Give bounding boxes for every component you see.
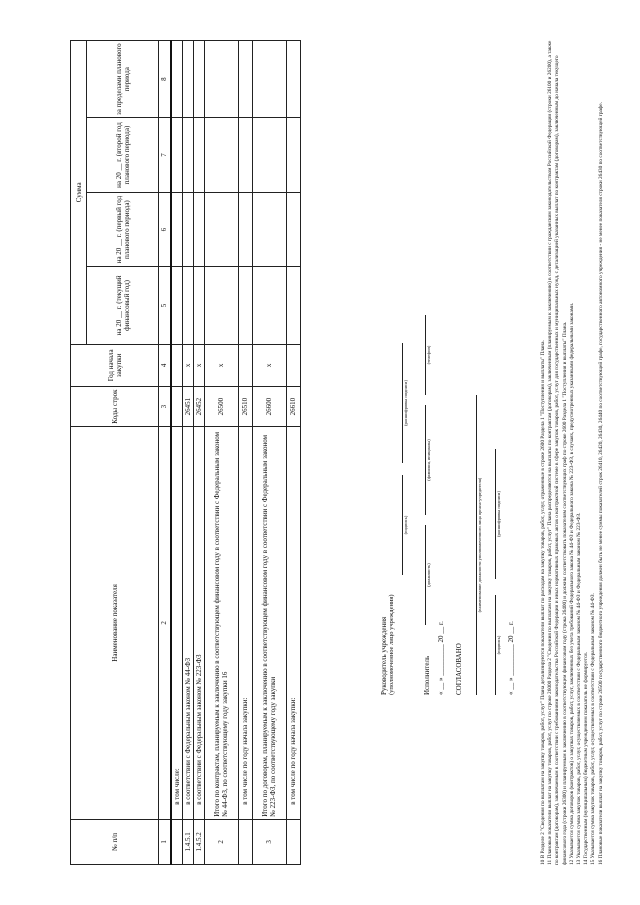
row-num bbox=[286, 819, 300, 864]
row-cell bbox=[193, 118, 204, 193]
payments-table bbox=[70, 40, 301, 865]
header-num: № п/п bbox=[71, 819, 159, 864]
row-code bbox=[171, 387, 183, 427]
table-row bbox=[238, 41, 252, 865]
row-num: 2 bbox=[204, 819, 238, 864]
col-index: 4 bbox=[159, 344, 171, 387]
row-num bbox=[238, 819, 252, 864]
row-name: в соответствии с Федеральным законом № 44-ФЗ bbox=[182, 427, 193, 820]
row-cell bbox=[252, 192, 286, 267]
row-cell bbox=[182, 41, 193, 118]
row-cell bbox=[171, 267, 183, 344]
row-year: x bbox=[182, 344, 193, 387]
row-cell bbox=[193, 267, 204, 344]
row-cell bbox=[252, 118, 286, 193]
row-code: 26452 bbox=[193, 387, 204, 427]
footnote: 10 В Разделе 2 "Сведения по выплатам на закупку товаров, работ, услуг" Плана детализируются показатели выплат по расходам на закупку товаров, работ, услуг, отраженные в строке 2600 Раздела 1 "Поступления и выплаты" Плана. bbox=[540, 340, 546, 865]
row-cell bbox=[286, 267, 300, 344]
date-field: « __ » _________ 20 __ г. bbox=[437, 621, 445, 695]
row-code: 26510 bbox=[238, 387, 252, 427]
row-cell bbox=[238, 267, 252, 344]
executor-label: Исполнитель bbox=[423, 655, 431, 695]
row-year: x bbox=[204, 344, 238, 387]
footnote: 11 Плановые показатели выплат на закупку товаров, работ, услуг по строке 26000 Раздела 2 "Сведения по выплатам на закупку товаров, работ, услуг" Плана распределяются на выплаты по контрактам (договорам), заключенным (планируемым к заключению) в соответствии с гражданским законодательством Российской Федерации (строки 26100 и 26200), а также по контрактам (договорам), заключаемым в соответствии с требованиями законодательства Российской Федерации и иных нормативных правовых актов о контрактной системе в сфере закупок товаров, работ, услуг для государственных и муниципальных нужд, с детализацией указанных выплат по контрактам (договорам), заключенным до начала текущего финансового года (строки 26300) и планируемым к заключению в соответствующем финансовом году (строка 26400) и должны соответствовать показателям соответствующих граф по строке 2600 Раздела 1 "Поступления и выплаты" Плана. bbox=[547, 40, 568, 865]
row-cell bbox=[193, 192, 204, 267]
date-field: « __ » _________ 20 __ г. bbox=[507, 621, 515, 695]
col-index: 5 bbox=[159, 267, 171, 344]
row-num: 1.4.5.1 bbox=[182, 819, 193, 864]
caption: (телефон) bbox=[426, 345, 431, 365]
table-row bbox=[204, 41, 238, 865]
table-row bbox=[171, 41, 183, 865]
row-name: в соответствии с Федеральным законом № 223-ФЗ bbox=[193, 427, 204, 820]
head-sub: (уполномоченное лицо учреждения) bbox=[388, 594, 395, 695]
head-label: Руководитель учреждения bbox=[380, 616, 388, 695]
col-index: 1 bbox=[159, 819, 171, 864]
row-num bbox=[171, 819, 183, 864]
row-code: 26451 bbox=[182, 387, 193, 427]
row-name: в том числе: bbox=[171, 427, 183, 820]
row-num: 1.4.5.2 bbox=[193, 819, 204, 864]
row-cell bbox=[204, 192, 238, 267]
row-cell bbox=[252, 267, 286, 344]
row-year: x bbox=[193, 344, 204, 387]
row-num: 3 bbox=[252, 819, 286, 864]
caption: (расшифровка подписи) bbox=[403, 380, 408, 426]
caption: (наименование должности уполномоченного лица органа-учредителя) bbox=[477, 477, 482, 613]
row-year bbox=[171, 344, 183, 387]
row-year bbox=[238, 344, 252, 387]
header-code: Коды строк bbox=[71, 387, 159, 427]
row-code: 26610 bbox=[286, 387, 300, 427]
header-year: Год начала закупки bbox=[71, 344, 159, 387]
row-cell bbox=[204, 41, 238, 118]
table-row bbox=[193, 41, 204, 865]
row-year: x bbox=[252, 344, 286, 387]
document-body bbox=[70, 40, 630, 865]
row-cell bbox=[252, 41, 286, 118]
row-cell bbox=[286, 192, 300, 267]
table-row bbox=[182, 41, 193, 865]
row-year bbox=[286, 344, 300, 387]
row-cell bbox=[286, 118, 300, 193]
header-col7: на 20 __ г. (второй год планового периода) bbox=[87, 118, 159, 193]
row-name: в том числе по году начала закупки: bbox=[286, 427, 300, 820]
row-cell bbox=[182, 192, 193, 267]
row-cell bbox=[204, 267, 238, 344]
caption: (расшифровка подписи) bbox=[496, 491, 501, 537]
col-index: 7 bbox=[159, 118, 171, 193]
col-index: 6 bbox=[159, 192, 171, 267]
caption: (подпись) bbox=[403, 515, 408, 535]
caption: (фамилия, инициалы) bbox=[426, 439, 431, 481]
row-cell bbox=[182, 118, 193, 193]
row-code: 26600 bbox=[252, 387, 286, 427]
caption: (должность) bbox=[426, 563, 431, 587]
header-col8: за пределами планового периода bbox=[87, 41, 159, 118]
footnote: 16 Плановые показатели выплат на закупку товаров, работ, услуг по строке 26500 государственного бюджетного учреждения должен быть не менее суммы показателей строк 26410, 26420, 26430, 26440 по соответствующей графе, государственного автономного учреждения - не менее показателя строки 26430 по соответствующей графе. bbox=[597, 102, 604, 865]
row-cell bbox=[238, 118, 252, 193]
agreed-label: СОГЛАСОВАНО bbox=[455, 643, 463, 695]
row-cell bbox=[286, 41, 300, 118]
footnote: 12 Указывается сумма договоров (контрактов) о закупках товаров, работ, услуг, заключенных без учета требований Федерального закона № 44-ФЗ и Федерального закона № 223-ФЗ, в случаях, предусмотренных указанными федеральными законами. bbox=[568, 302, 575, 865]
row-cell bbox=[171, 192, 183, 267]
table-row bbox=[252, 41, 286, 865]
row-cell bbox=[182, 267, 193, 344]
row-cell bbox=[238, 41, 252, 118]
footnotes bbox=[540, 40, 605, 865]
footnote: 15 Указывается сумма закупок товаров, работ, услуг, осуществляемых в соответствии с Федеральным законом № 44-ФЗ. bbox=[590, 593, 597, 865]
row-name: Итого по контрактам, планируемым к заключению в соответствующем финансовом году в соответствии с Федеральным законом № 44-ФЗ, по соответствующему году закупки 16 bbox=[204, 427, 238, 820]
header-name: Наименование показателя bbox=[71, 427, 159, 820]
row-cell bbox=[171, 41, 183, 118]
row-cell bbox=[171, 118, 183, 193]
col-index: 3 bbox=[159, 387, 171, 427]
row-cell bbox=[204, 118, 238, 193]
col-index: 2 bbox=[159, 427, 171, 820]
header-sum: Сумма bbox=[71, 41, 87, 345]
table-row bbox=[286, 41, 300, 865]
header-col6: на 20 __ г. (первый год планового периода) bbox=[87, 192, 159, 267]
signature-block bbox=[380, 275, 515, 695]
row-cell bbox=[193, 41, 204, 118]
footnote: 14 Государственным (муниципальным) бюджетным учреждением показатель не формируется. bbox=[583, 651, 590, 865]
row-name: в том числе по году начала закупки: bbox=[238, 427, 252, 820]
caption: (подпись) bbox=[496, 635, 501, 655]
row-name: Итого по договорам, планируемым к заключению в соответствующем финансовом году в соответствии с Федеральным законом № 223-ФЗ, по соответствующему году закупки bbox=[252, 427, 286, 820]
col-index: 8 bbox=[159, 41, 171, 118]
header-col5: на 20 __ г. (текущий финансовый год) bbox=[87, 267, 159, 344]
row-cell bbox=[238, 192, 252, 267]
row-code: 26500 bbox=[204, 387, 238, 427]
footnote: 13 Указывается сумма закупок товаров, работ, услуг, осуществляемых в соответствии с Федеральным законом № 44-ФЗ и Федеральным законом № 223-ФЗ. bbox=[576, 512, 583, 865]
